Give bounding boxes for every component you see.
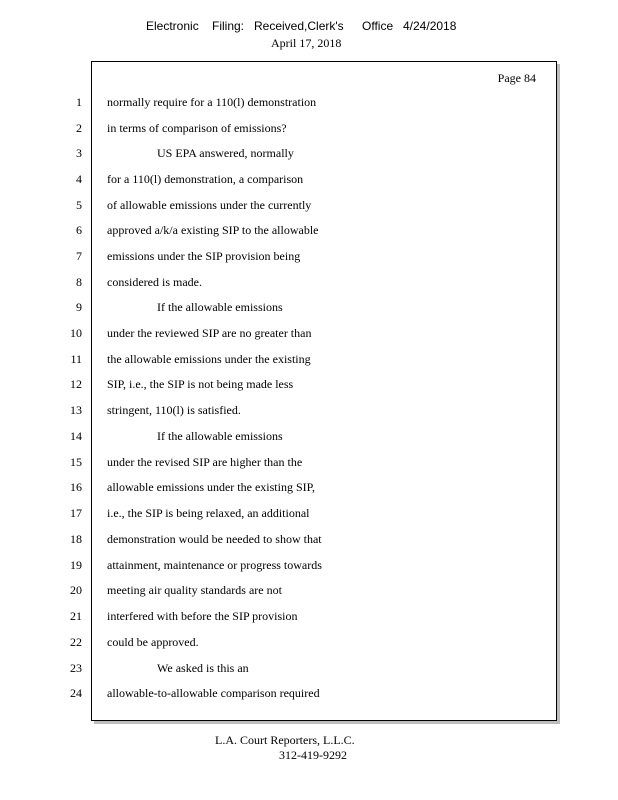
page-number: Page 84 (497, 71, 536, 85)
line-text: If the allowable emissions (157, 429, 283, 443)
line-text: If the allowable emissions (157, 300, 283, 314)
line-number: 9 (76, 300, 82, 314)
transcript-line (0, 377, 618, 395)
line-text: demonstration would be needed to show that (107, 532, 322, 546)
transcript-line (0, 352, 618, 370)
line-number: 19 (70, 558, 82, 572)
line-number: 8 (76, 275, 82, 289)
transcript-line (0, 146, 618, 164)
transcript-line (0, 609, 618, 627)
line-number: 5 (76, 198, 82, 212)
line-text: US EPA answered, normally (157, 146, 294, 160)
line-text: SIP, i.e., the SIP is not being made less (107, 377, 294, 391)
transcript-line (0, 558, 618, 576)
line-text: of allowable emissions under the currently (107, 198, 312, 212)
line-number: 22 (70, 635, 82, 649)
transcript-date: April 17, 2018 (271, 36, 342, 50)
transcript-line (0, 326, 618, 344)
line-number: 10 (70, 326, 82, 340)
transcript-line (0, 223, 618, 241)
transcript-line (0, 198, 618, 216)
line-number: 17 (70, 506, 82, 520)
transcript-line (0, 480, 618, 498)
line-text: under the reviewed SIP are no greater than (107, 326, 312, 340)
line-number: 7 (76, 249, 82, 263)
transcript-line (0, 506, 618, 524)
stamp-filing: Filing: (212, 19, 245, 33)
transcript-line (0, 172, 618, 190)
line-number: 6 (76, 223, 82, 237)
line-text: in terms of comparison of emissions? (107, 121, 287, 135)
line-text: considered is made. (107, 275, 202, 289)
line-number: 2 (76, 121, 82, 135)
transcript-line (0, 532, 618, 550)
line-number: 14 (70, 429, 82, 443)
transcript-line (0, 95, 618, 113)
line-text: could be approved. (107, 635, 199, 649)
transcript-line (0, 635, 618, 653)
line-text: approved a/k/a existing SIP to the allowable (107, 223, 319, 237)
transcript-line (0, 300, 618, 318)
stamp-electronic: Electronic (146, 19, 199, 33)
line-number: 21 (70, 609, 82, 623)
stamp-received-clerks: Received,Clerk's (254, 19, 344, 33)
line-text: the allowable emissions under the existing (107, 352, 311, 366)
line-text: under the revised SIP are higher than the (107, 455, 303, 469)
reporter-phone: 312-419-9292 (279, 748, 347, 762)
line-text: We asked is this an (157, 661, 249, 675)
transcript-line (0, 686, 618, 704)
line-number: 12 (70, 377, 82, 391)
reporter-company: L.A. Court Reporters, L.L.C. (215, 733, 355, 747)
stamp-office: Office (362, 19, 394, 33)
line-number: 15 (70, 455, 82, 469)
line-text: meeting air quality standards are not (107, 583, 282, 597)
transcript-line (0, 275, 618, 293)
line-number: 20 (70, 583, 82, 597)
stamp-date: 4/24/2018 (403, 19, 457, 33)
line-number: 3 (76, 146, 82, 160)
transcript-line (0, 429, 618, 447)
line-number: 18 (70, 532, 82, 546)
line-number: 11 (70, 352, 82, 366)
line-text: attainment, maintenance or progress towards (107, 558, 322, 572)
transcript-line (0, 403, 618, 421)
line-number: 13 (70, 403, 82, 417)
line-text: interfered with before the SIP provision (107, 609, 298, 623)
line-number: 16 (70, 480, 82, 494)
transcript-line (0, 121, 618, 139)
line-text: emissions under the SIP provision being (107, 249, 301, 263)
transcript-line (0, 583, 618, 601)
line-number: 1 (76, 95, 82, 109)
transcript-line (0, 661, 618, 679)
line-text: allowable emissions under the existing SIP, (107, 480, 315, 494)
transcript-line (0, 455, 618, 473)
line-text: allowable-to-allowable comparison required (107, 686, 320, 700)
line-number: 4 (76, 172, 82, 186)
line-text: i.e., the SIP is being relaxed, an additional (107, 506, 310, 520)
line-number: 23 (70, 661, 82, 675)
line-text: normally require for a 110(l) demonstration (107, 95, 317, 109)
line-text: stringent, 110(l) is satisfied. (107, 403, 241, 417)
transcript-line (0, 249, 618, 267)
line-number: 24 (70, 686, 82, 700)
line-text: for a 110(l) demonstration, a comparison (107, 172, 304, 186)
